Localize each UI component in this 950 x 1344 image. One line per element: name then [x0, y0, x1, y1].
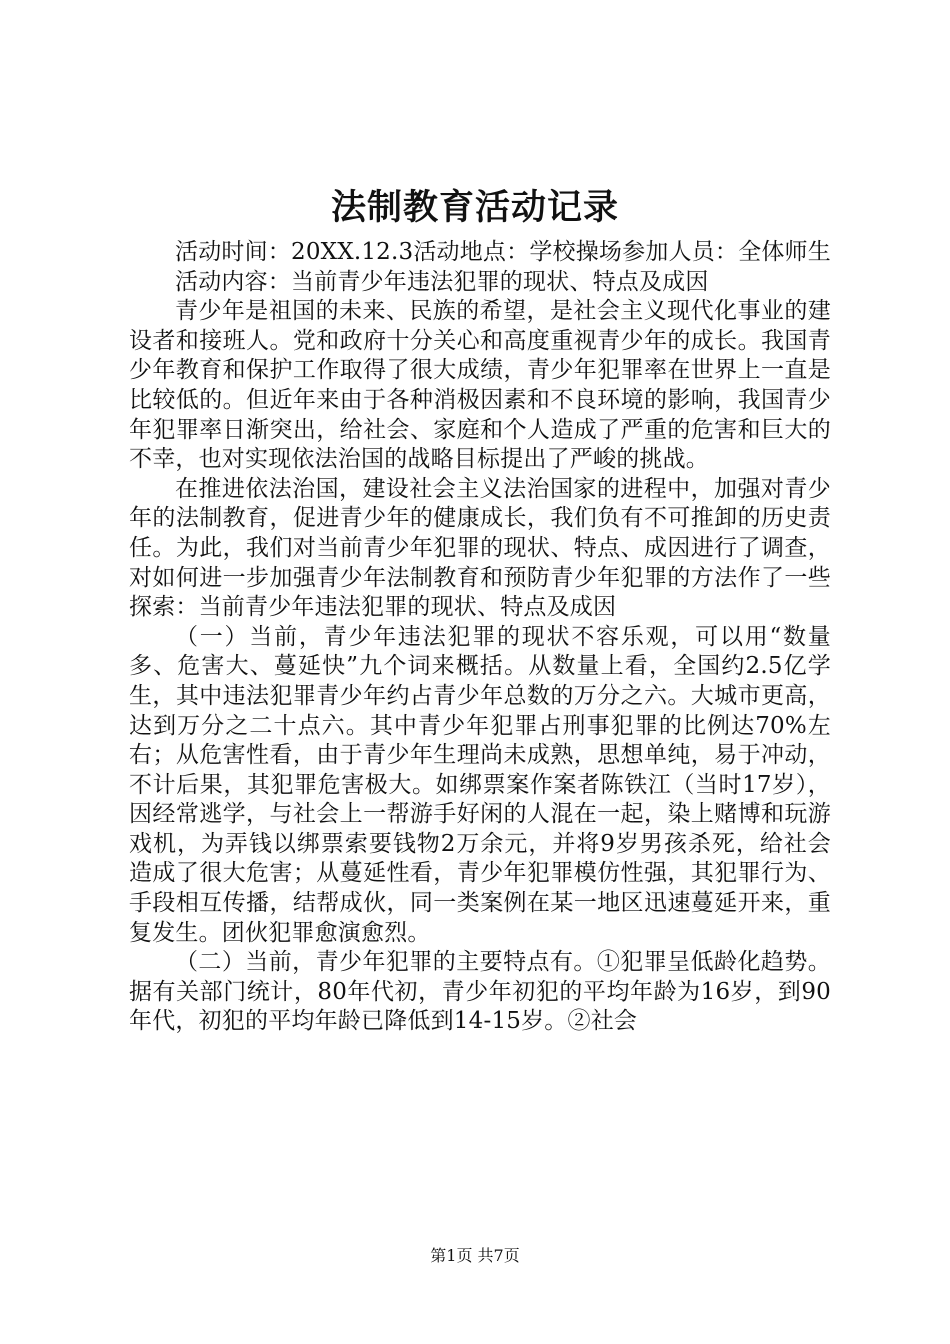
body-paragraph: （二）当前，青少年犯罪的主要特点有。①犯罪呈低龄化趋势。据有关部门统计，80年代初，青少年初犯的平均年龄为16岁，到90年代，初犯的平均年龄已降低到14-15岁。②社会	[129, 949, 831, 1035]
document-body	[129, 238, 831, 1037]
page-number-footer: 第1页 共7页	[430, 1246, 520, 1265]
document-title: 法制教育活动记录	[330, 187, 619, 228]
body-paragraph: （一）当前，青少年违法犯罪的现状不容乐观，可以用“数量多、危害大、蔓延快”九个词来概括。从数量上看，全国约2.5亿学生，其中违法犯罪青少年约占青少年总数的万分之六。大城市更高，达到万分之二十点六。其中青少年犯罪占刑事犯罪的比例达70%左右；从危害性看，由于青少年生理尚未成熟，思想单纯，易于冲动，不计后果，其犯罪危害极大。如绑票案作案者陈铁江（当时17岁），因经常逃学，与社会上一帮游手好闲的人混在一起，染上赌博和玩游戏机，为弄钱以绑票索要钱物2万余元，并将9岁男孩杀死，给社会造成了很大危害；从蔓延性看，青少年犯罪模仿性强，其犯罪行为、手段相互传播，结帮成伙，同一类案例在某一地区迅速蔓延开来，重复发生。团伙犯罪愈演愈烈。	[129, 623, 831, 946]
activity-info-paragraph: 活动时间：20XX.12.3活动地点：学校操场参加人员：全体师生	[175, 239, 831, 265]
body-paragraph: 青少年是祖国的未来、民族的希望，是社会主义现代化事业的建设者和接班人。党和政府十分关心和高度重视青少年的成长。我国青少年教育和保护工作取得了很大成绩，青少年犯罪率在世界上一直是比较低的。但近年来由于各种消极因素和不良环境的影响，我国青少年犯罪率日渐突出，给社会、家庭和个人造成了严重的危害和巨大的不幸，也对实现依法治国的战略目标提出了严峻的挑战。	[129, 298, 831, 473]
body-paragraph: 在推进依法治国，建设社会主义法治国家的进程中，加强对青少年的法制教育，促进青少年的健康成长，我们负有不可推卸的历史责任。为此，我们对当前青少年犯罪的现状、特点、成因进行了调查，对如何进一步加强青少年法制教育和预防青少年犯罪的方法作了一些探索：当前青少年违法犯罪的现状、特点及成因	[129, 475, 831, 621]
activity-content-paragraph: 活动内容：当前青少年违法犯罪的现状、特点及成因	[175, 268, 709, 295]
